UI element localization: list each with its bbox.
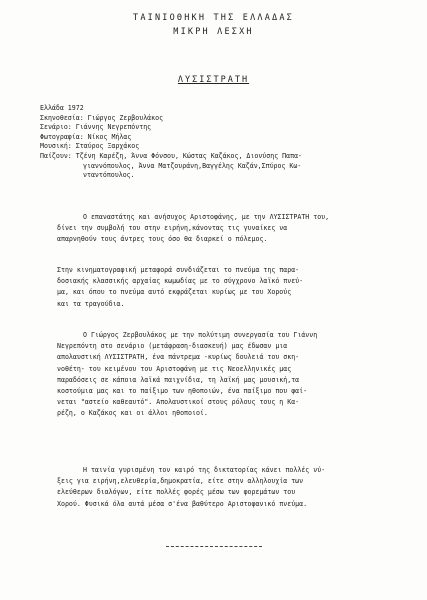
- text-line: μα, και όπου το πνεύμα αυτό εκφράζεται κυρίως με του Χορούς: [57, 288, 292, 297]
- paragraph-adaptation: [57, 265, 417, 310]
- text-line: παραδόσεις σε κάποια λαϊκά παιχνίδια, τη λαϊκή μας μουσική,τα: [57, 375, 300, 384]
- credit-screenplay: Σενάριο: Γιάννης Νεγρεπόντης: [40, 123, 152, 132]
- paragraph-dictatorship: [57, 465, 417, 510]
- header-club-name: ΜΙΚΡΗ ΛΕΣΧΗ: [173, 27, 254, 37]
- text-line: κοστούμια μας και το παίξιμο των ηθοποιών, ένα παίξιμο που φαί-: [57, 387, 308, 396]
- text-line: απολαυστική ΛΥΣΙΣΤΡΑΤΗ, ένα πάντρεμα -κυρίως δουλειά του σκη-: [57, 353, 300, 362]
- text-line: ρέζη, ο Καζάκος και οι άλλοι ηθοποιοί.: [57, 409, 208, 418]
- text-line: Νεγρεπόντη στο σενάριο (μετάφραση-διασκευή) μας έδωσαν μια: [57, 342, 288, 351]
- credit-country-year: Ελλάδα 1972: [40, 104, 84, 112]
- credit-cast-cont: γιαννόπουλος, Άννα Ματζουράνη,Βαγγέλης Καζάν,Σπύρος Κω-: [83, 161, 302, 170]
- text-line: απαρνηθούν τους άντρες τους όσο θα διαρκεί ο πόλεμος.: [57, 235, 268, 244]
- separator-line: [166, 546, 262, 547]
- text-line: Ο επαναστάτης και ανήσυχος Αριστοφάνης, με την ΛΥΣΙΣΤΡΑΤΗ του,: [83, 213, 330, 221]
- text-line: και τα τραγούδια.: [57, 299, 125, 308]
- text-line: νεται "αστείο καθεαυτό". Απολαυστικοί στους ρόλους τους η Κα-: [57, 398, 300, 407]
- paragraph-intro: [57, 212, 417, 246]
- header-archive-name: ΤΑΙΝΙΟΘΗΚΗ ΤΗΣ ΕΛΛΑΔΑΣ: [133, 13, 294, 23]
- credit-cast-cont: νταντόπουλος.: [83, 171, 135, 180]
- credit-photography: Φωτογραφία: Νίκος Μήλας: [40, 132, 132, 141]
- text-line: ξεις για ειρήνη,ελευθερία,δημοκρατία, είτε στην αλληλουχία των: [57, 477, 304, 486]
- paragraph-direction: [57, 330, 417, 420]
- credit-music: Μουσική: Σταύρος Ξαρχάκος: [40, 142, 140, 151]
- film-title: [0, 75, 427, 85]
- credit-cast: Παίζουν: Τζένη Καρέζη, Άννα Φόνσου, Κώστας Καζάκος, Διονύσης Παπα-: [40, 151, 303, 160]
- text-line: ελεύθερων διαλόγων, είτε πολλές φορές μέσω των φορεμάτων του: [57, 488, 296, 497]
- text-line: δίνει την συμβολή του στην ειρήνη,κάνοντας τις γυναίκες να: [57, 224, 288, 233]
- text-line: νοθέτη- του κειμένου του Αριστοφάνη με τις Νεοελληνικές μας: [57, 364, 292, 373]
- text-line: Ο Γιώργος Ζερβουλάκος με την πολύτιμη συνεργασία του Γιάννη: [83, 331, 318, 339]
- text-line: Η ταινία γυρισμένη τον καιρό της δικτατορίας κάνει πολλές νύ-: [83, 466, 326, 474]
- text-line: Χορού. Φυσικά όλα αυτά μέσα σ'ένα βαθύτερο Αριστοφανικό πνεύμα.: [57, 499, 308, 508]
- film-title-text: ΛΥΣΙΣΤΡΑΤΗ: [177, 75, 250, 85]
- text-line: Στην κινηματογραφική μεταφορά συνδιάζεται το πνεύμα της παρα-: [57, 266, 300, 274]
- credits-block: [40, 104, 415, 181]
- text-line: δοσιακής κλασσικής αρχαίας κωμωδίας με το σύγχρονο λαϊκό πνεύ-: [57, 277, 304, 286]
- credit-director: Σκηνοθεσία: Γιώργος Ζερβουλάκος: [40, 113, 164, 122]
